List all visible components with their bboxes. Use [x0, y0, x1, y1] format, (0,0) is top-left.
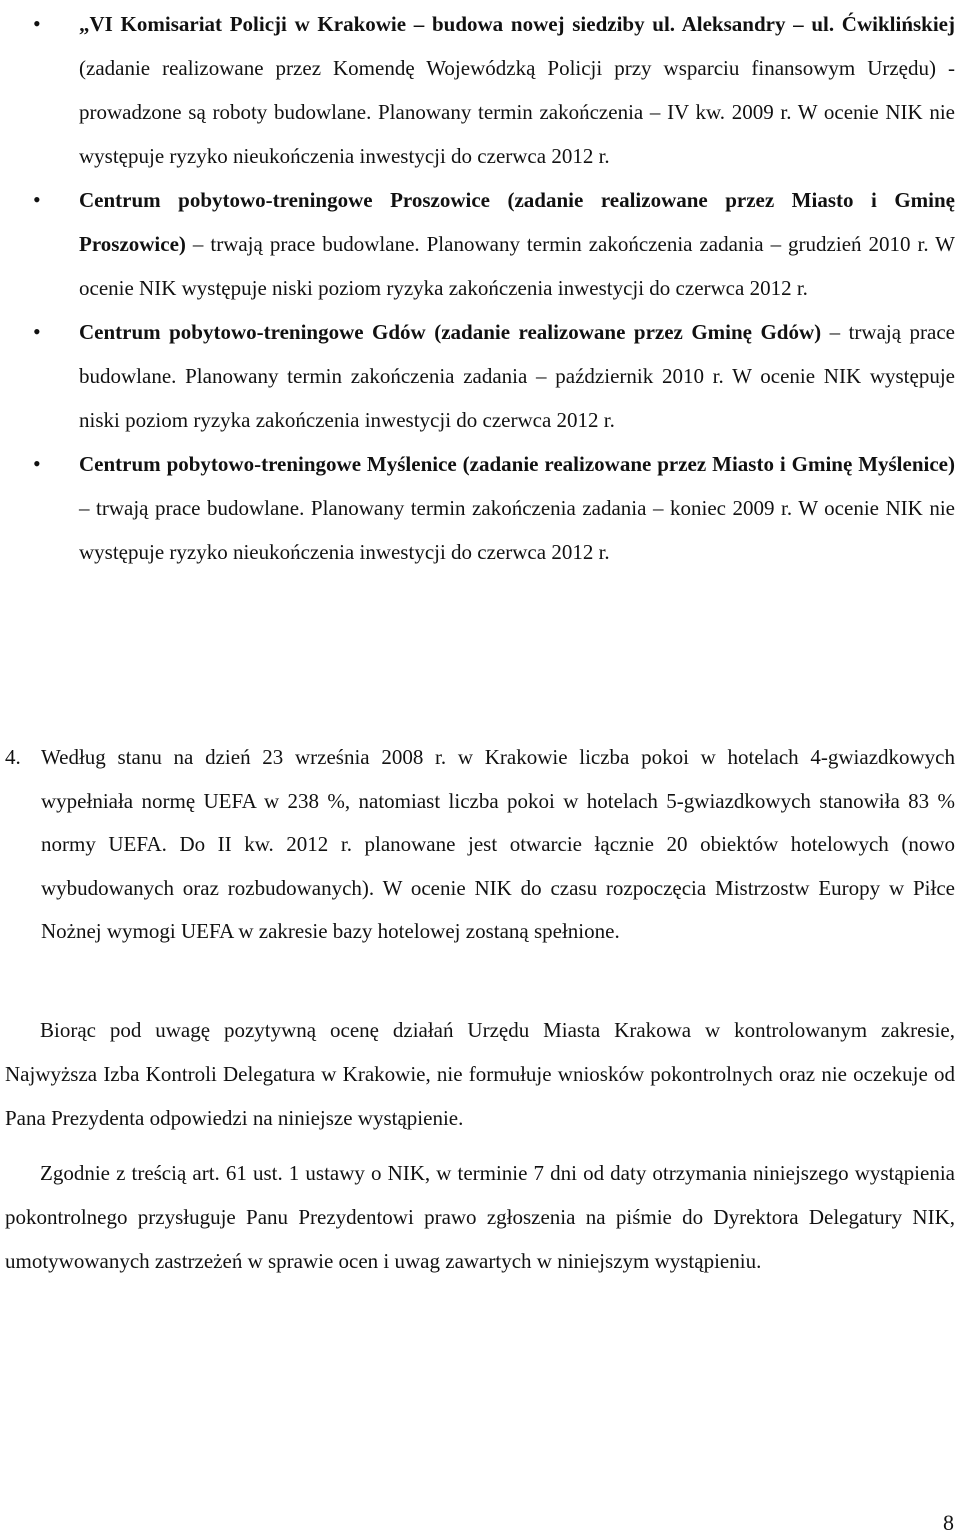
bullet-title: „VI Komisariat Policji w Krakowie – budowa nowej siedziby ul. Aleksandry – ul. Ćwiklińskiej	[79, 12, 955, 36]
bullet-title: Centrum pobytowo-treningowe Myślenice (zadanie realizowane przez Miasto i Gminę Myślenice)	[79, 452, 955, 476]
bullet-item-gdow	[0, 310, 955, 442]
bullet-icon: •	[33, 319, 41, 344]
numbered-item-text: Według stanu na dzień 23 września 2008 r. w Krakowie liczba pokoi w hotelach 4-gwiazdkowych wypełniała normę UEFA w 238 %, natomiast liczba pokoi w hotelach 5-gwiazdkowych stanowiła 83 % normy UEFA. Do II kw. 2012 r. planowane jest otwarcie łącznie 20 obiektów hotelowych (nowo wybudowanych oraz rozbudowanych). W ocenie NIK do czasu rozpoczęcia Mistrzostw Europy w Piłce Nożnej wymogi UEFA w zakresie bazy hotelowej zostaną spełnione.	[41, 745, 955, 943]
bullet-item-proszowice	[0, 178, 955, 310]
bullet-icon: •	[33, 451, 41, 476]
numbered-list	[0, 736, 955, 954]
bullet-text: – trwają prace budowlane. Planowany termin zakończenia zadania – koniec 2009 r. W ocenie NIK nie występuje ryzyko nieukończenia inwestycji do czerwca 2012 r.	[79, 496, 955, 564]
bullet-title: Centrum pobytowo-treningowe Gdów (zadanie realizowane przez Gminę Gdów)	[79, 320, 822, 344]
bullet-text: – trwają prace budowlane. Planowany termin zakończenia zadania – październik 2010 r. W ocenie NIK występuje niski poziom ryzyka zakończenia inwestycji do czerwca 2012 r.	[79, 320, 955, 432]
bullet-item-police-station	[0, 2, 955, 178]
bullet-title: Centrum pobytowo-treningowe Proszowice (zadanie realizowane przez Miasto i Gminę Proszowice)	[79, 188, 955, 256]
bullet-list	[0, 2, 955, 574]
bullet-icon: •	[33, 187, 41, 212]
appeal-paragraph: Zgodnie z treścią art. 61 ust. 1 ustawy o NIK, w terminie 7 dni od daty otrzymania niniejszego wystąpienia pokontrolnego przysługuje Panu Prezydentowi prawo zgłoszenia na piśmie do Dyrektora Delegatury NIK, umotywowanych zastrzeżeń w sprawie ocen i uwag zawartych w niniejszym wystąpieniu.	[5, 1161, 955, 1273]
bullet-item-myslenice	[0, 442, 955, 574]
conclusion-paragraph: Biorąc pod uwagę pozytywną ocenę działań Urzędu Miasta Krakowa w kontrolowanym zakresie, Najwyższa Izba Kontroli Delegatura w Krakowie, nie formułuje wniosków pokontrolnych oraz nie oczekuje od Pana Prezydenta odpowiedzi na niniejsze wystąpienie.	[5, 1018, 955, 1130]
item-number: 4.	[5, 745, 21, 769]
bullet-icon: •	[33, 11, 41, 36]
numbered-item-hotels	[0, 736, 955, 954]
bullet-text: (zadanie realizowane przez Komendę Wojewódzką Policji przy wsparciu finansowym Urzędu) - prowadzone są roboty budowlane. Planowany termin zakończenia – IV kw. 2009 r. W ocenie NIK nie występuje ryzyko nieukończenia inwestycji do czerwca 2012 r.	[79, 56, 955, 168]
bullet-text: – trwają prace budowlane. Planowany termin zakończenia zadania – grudzień 2010 r. W ocenie NIK występuje niski poziom ryzyka zakończenia inwestycji do czerwca 2012 r.	[79, 232, 955, 300]
page-number: 8	[943, 1510, 954, 1535]
